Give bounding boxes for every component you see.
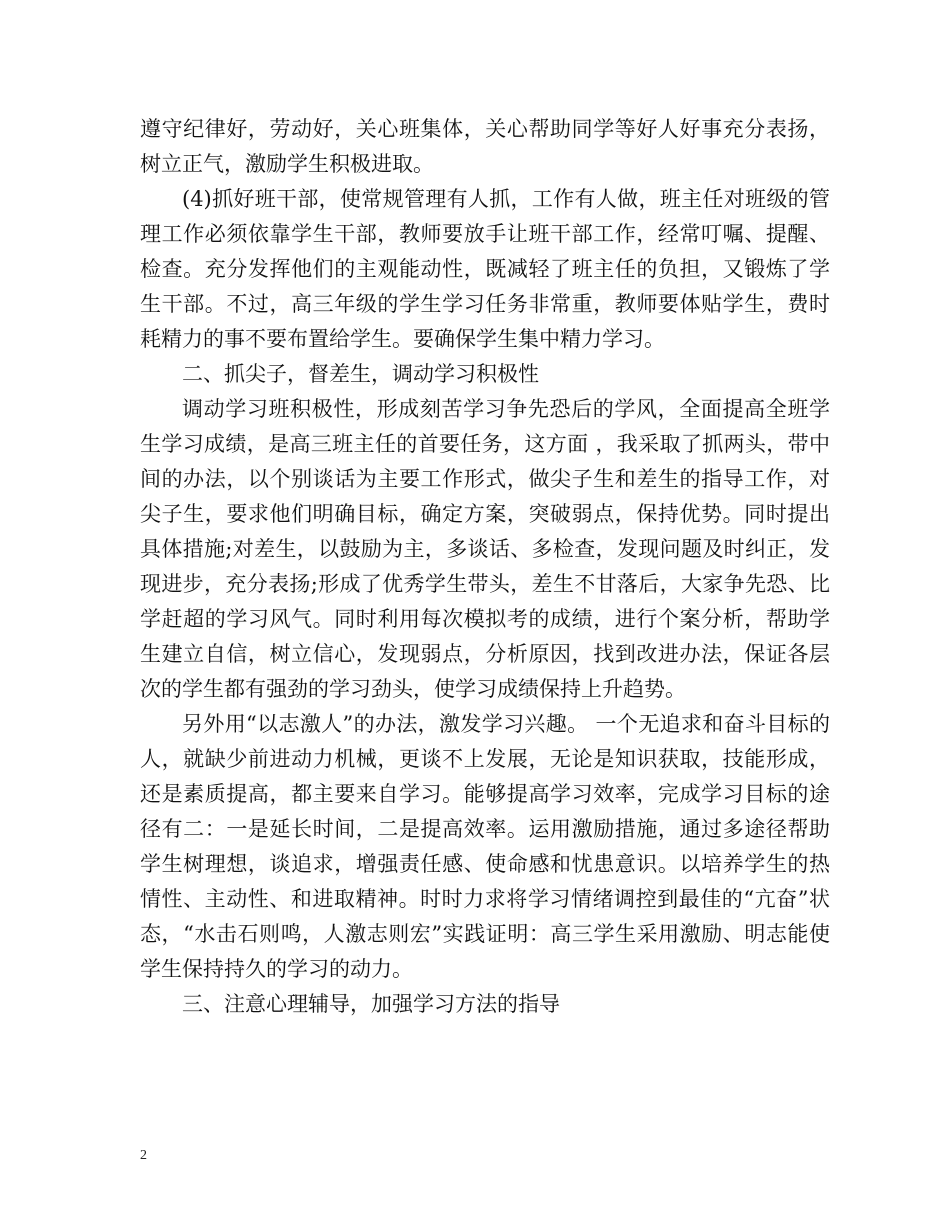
document-body <box>140 112 830 1022</box>
paragraph-class-cadres: (4)抓好班干部，使常规管理有人抓，工作有人做，班主任对班级的管理工作必须依靠学生干部，教师要放手让班干部工作，经常叮嘱、提醒、检查。充分发挥他们的主观能动性，既减轻了班主任的负担，又锻炼了学生干部。不过，高三年级的学生学习任务非常重，教师要体贴学生，费时耗精力的事不要布置给学生。要确保学生集中精力学习。 <box>140 187 830 351</box>
section-heading-2: 二、抓尖子，督差生，调动学习积极性 <box>182 362 539 386</box>
page-number: 2 <box>140 1148 147 1163</box>
paragraph-inspiration: 另外用“以志激人”的办法，激发学习兴趣。 一个无追求和奋斗目标的人，就缺少前进动力机械，更谈不上发展，无论是知识获取，技能形成，还是素质提高，都主要来自学习。能够提高学习效率，完成学习目标的途径有二：一是延长时间，二是提高效率。运用激励措施，通过多途径帮助学生树理想，谈追求，增强责任感、使命感和忧患意识。以培养学生的热情性、主动性、和进取精神。时时力求将学习情绪调控到最佳的“亢奋”状态，“水击石则鸣，人激志则宏”实践证明：高三学生采用激励、明志能使学生保持持久的学习的动力。 <box>140 712 830 981</box>
section-heading-3: 三、注意心理辅导，加强学习方法的指导 <box>182 992 560 1016</box>
paragraph-motivation: 调动学习班积极性，形成刻苦学习争先恐后的学风，全面提高全班学生学习成绩，是高三班主任的首要任务，这方面 ，我采取了抓两头，带中间的办法，以个别谈话为主要工作形式，做尖子生和差生的指导工作，对尖子生，要求他们明确目标，确定方案，突破弱点，保持优势。同时提出具体措施;对差生，以鼓励为主，多谈话、多检查，发现问题及时纠正，发现进步，充分表扬;形成了优秀学生带头，差生不甘落后，大家争先恐、比学赶超的学习风气。同时利用每次模拟考的成绩，进行个案分析，帮助学生建立自信，树立信心，发现弱点，分析原因，找到改进办法，保证各层次的学生都有强劲的学习劲头，使学习成绩保持上升趋势。 <box>140 397 830 701</box>
paragraph-discipline-praise: 遵守纪律好，劳动好，关心班集体，关心帮助同学等好人好事充分表扬，树立正气，激励学生积极进取。 <box>140 117 830 176</box>
